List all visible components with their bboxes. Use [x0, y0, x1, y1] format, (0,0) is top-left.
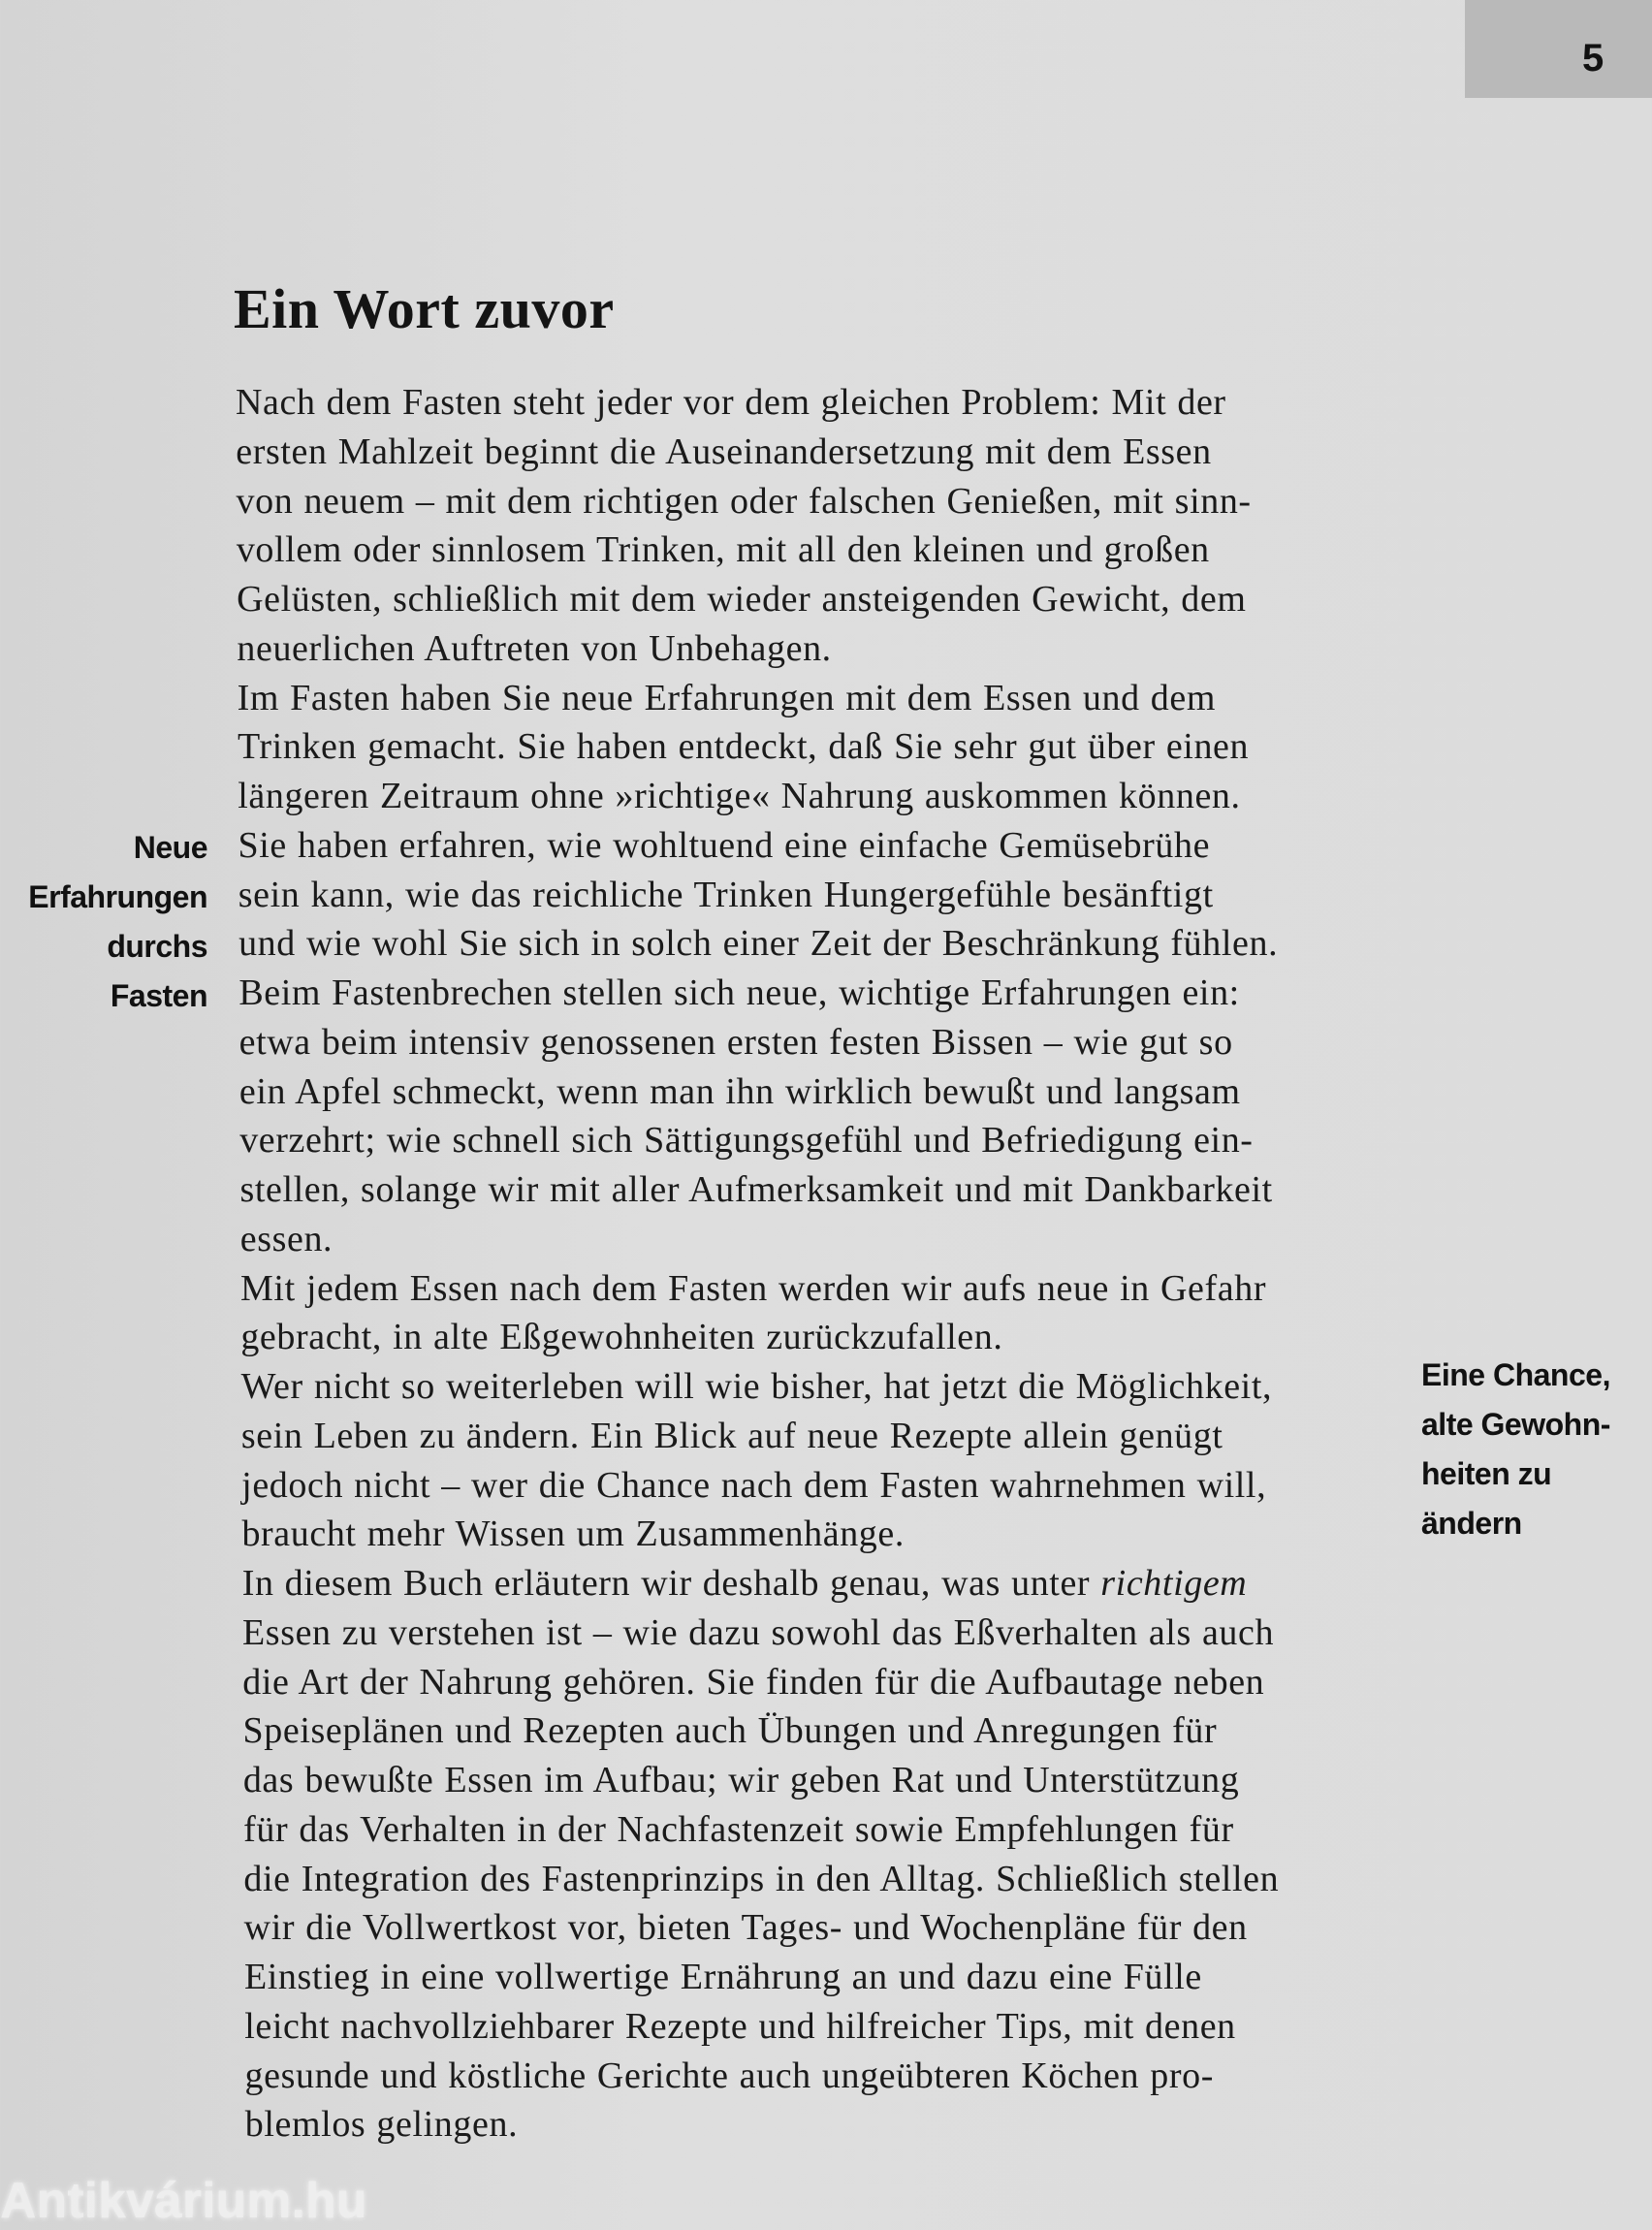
line-text: Essen zu verstehen ist – wie dazu sowohl das Eßverhalten als auch [242, 1611, 1275, 1653]
page-number: 5 [1582, 37, 1604, 80]
body-line [243, 1805, 1234, 1855]
watermark: Antikvárium.hu [0, 2173, 367, 2229]
line-text: für das Verhalten in der Nachfastenzeit sowie Empfehlungen für [243, 1808, 1234, 1850]
body-line [236, 378, 1226, 428]
margin-note-line: durchs [107, 929, 207, 964]
body-line [244, 2002, 1236, 2052]
body-line [237, 575, 1246, 624]
line-text: vollem oder sinnlosem Trinken, mit all den kleinen und großen [236, 529, 1210, 571]
body-line [243, 1706, 1218, 1756]
margin-note-line: Neue [133, 830, 207, 865]
line-text: Im Fasten haben Sie neue Erfahrungen mit dem Essen und dem [237, 677, 1216, 718]
page-title: Ein Wort zuvor [234, 277, 615, 340]
line-text: verzehrt; wie schnell sich Sättigungsgefühl und Befriedigung ein- [239, 1120, 1254, 1162]
body-line [238, 821, 1211, 871]
margin-note-left [28, 823, 207, 1021]
line-text: jedoch nicht – wer die Chance nach dem Fasten wahrnehmen will, [241, 1464, 1267, 1506]
line-text: In diesem Buch erläutern wir deshalb genau, was unter [241, 1563, 1101, 1604]
body-line [236, 428, 1211, 477]
line-text: die Art der Nahrung gehören. Sie finden für die Aufbautage neben [242, 1661, 1265, 1703]
page-number-box [1465, 0, 1652, 98]
line-text: neuerlichen Auftreten von Unbehagen. [237, 627, 832, 669]
line-text: Wer nicht so weiterleben will wie bisher, hat jetzt die Möglichkeit, [240, 1366, 1273, 1407]
line-text: Beim Fastenbrechen stellen sich neue, wichtige Erfahrungen ein: [238, 972, 1240, 1013]
body-line [242, 1658, 1264, 1707]
line-text: Speiseplänen und Rezepten auch Übungen und Anregungen für [242, 1710, 1218, 1752]
line-text: gesunde und köstliche Gerichte auch ungeübteren Köchen pro- [244, 2055, 1214, 2096]
line-text: die Integration des Fastenprinzips in den Alltag. Schließlich stellen [243, 1858, 1280, 1899]
margin-note-right [1421, 1351, 1610, 1548]
body-line [241, 1510, 905, 1559]
body-line [245, 2100, 518, 2150]
body-line [239, 1067, 1241, 1117]
line-text: von neuem – mit dem richtigen oder falschen Genießen, mit sinn- [236, 480, 1252, 522]
line-text: etwa beim intensiv genossenen ersten festen Bissen – wie gut so [238, 1021, 1233, 1063]
margin-note-line: heiten zu [1421, 1456, 1552, 1491]
line-text: und wie wohl Sie sich in solch einer Zeit der Beschränkung fühlen. [238, 923, 1279, 965]
body-line [245, 2052, 1214, 2101]
body-line [237, 624, 831, 674]
line-text: Sie haben erfahren, wie wohltuend eine einfache Gemüsebrühe [238, 824, 1211, 866]
body-line [240, 1264, 1266, 1314]
line-text: gebracht, in alte Eßgewohnheiten zurückzufallen. [240, 1317, 1003, 1358]
line-text: wir die Vollwertkost vor, bieten Tages- und Wochenpläne für den [243, 1907, 1248, 1949]
body-line [243, 1855, 1279, 1904]
margin-note-line: alte Gewohn- [1421, 1407, 1610, 1442]
line-text: Trinken gemacht. Sie haben entdeckt, daß Sie sehr gut über einen [237, 726, 1250, 768]
emphasis-text: richtigem [1100, 1563, 1248, 1604]
body-line [241, 1461, 1266, 1511]
body-line [242, 1609, 1274, 1658]
line-text: längeren Zeitraum ohne »richtige« Nahrung auskommen können. [238, 776, 1241, 816]
line-text: ersten Mahlzeit beginnt die Auseinandersetzung mit dem Essen [236, 430, 1212, 472]
body-line [237, 526, 1210, 575]
body-line [238, 969, 1239, 1018]
margin-note-line: ändern [1421, 1506, 1522, 1541]
body-line [238, 722, 1249, 772]
body-line [238, 772, 1240, 821]
body-line [240, 1313, 1002, 1362]
line-text: stellen, solange wir mit aller Aufmerksamkeit und mit Dankbarkeit [239, 1169, 1273, 1210]
body-line [239, 1018, 1233, 1067]
line-text: Gelüsten, schließlich mit dem wieder ansteigenden Gewicht, dem [237, 579, 1247, 620]
body-line [238, 871, 1214, 920]
line-text: sein Leben zu ändern. Ein Blick auf neue Rezepte allein genügt [240, 1415, 1223, 1456]
body-line [237, 477, 1252, 526]
body-line [240, 1215, 333, 1264]
line-text: ein Apfel schmeckt, wenn man ihn wirklich bewußt und langsam [238, 1070, 1241, 1112]
body-line [239, 1165, 1272, 1215]
line-text: Einstieg in eine vollwertige Ernährung an und dazu eine Fülle [243, 1957, 1202, 1997]
body-line [241, 1362, 1272, 1412]
line-text: braucht mehr Wissen um Zusammenhänge. [241, 1513, 905, 1555]
body-line [243, 1756, 1240, 1805]
margin-note-line: Erfahrungen [28, 879, 207, 914]
margin-note-line: Fasten [110, 978, 207, 1013]
body-line [244, 1953, 1202, 2002]
body-line [242, 1559, 1248, 1609]
line-text: das bewußte Essen im Aufbau; wir geben Rat und Unterstützung [242, 1760, 1240, 1800]
line-text: Mit jedem Essen nach dem Fasten werden wir aufs neue in Gefahr [240, 1267, 1267, 1309]
line-text: sein kann, wie das reichliche Trinken Hungergefühle besänftigt [238, 874, 1214, 915]
body-line [239, 1116, 1253, 1165]
body-line [241, 1412, 1223, 1461]
margin-note-line: Eine Chance, [1421, 1357, 1610, 1392]
line-text: leicht nachvollziehbarer Rezepte und hilfreicher Tips, mit denen [244, 2005, 1236, 2047]
body-line [238, 919, 1278, 969]
line-text: Nach dem Fasten steht jeder vor dem gleichen Problem: Mit der [236, 382, 1226, 423]
line-text: essen. [239, 1218, 334, 1259]
body-line [244, 1903, 1248, 1953]
line-text: blemlos gelingen. [244, 2104, 519, 2146]
body-line [238, 674, 1216, 723]
